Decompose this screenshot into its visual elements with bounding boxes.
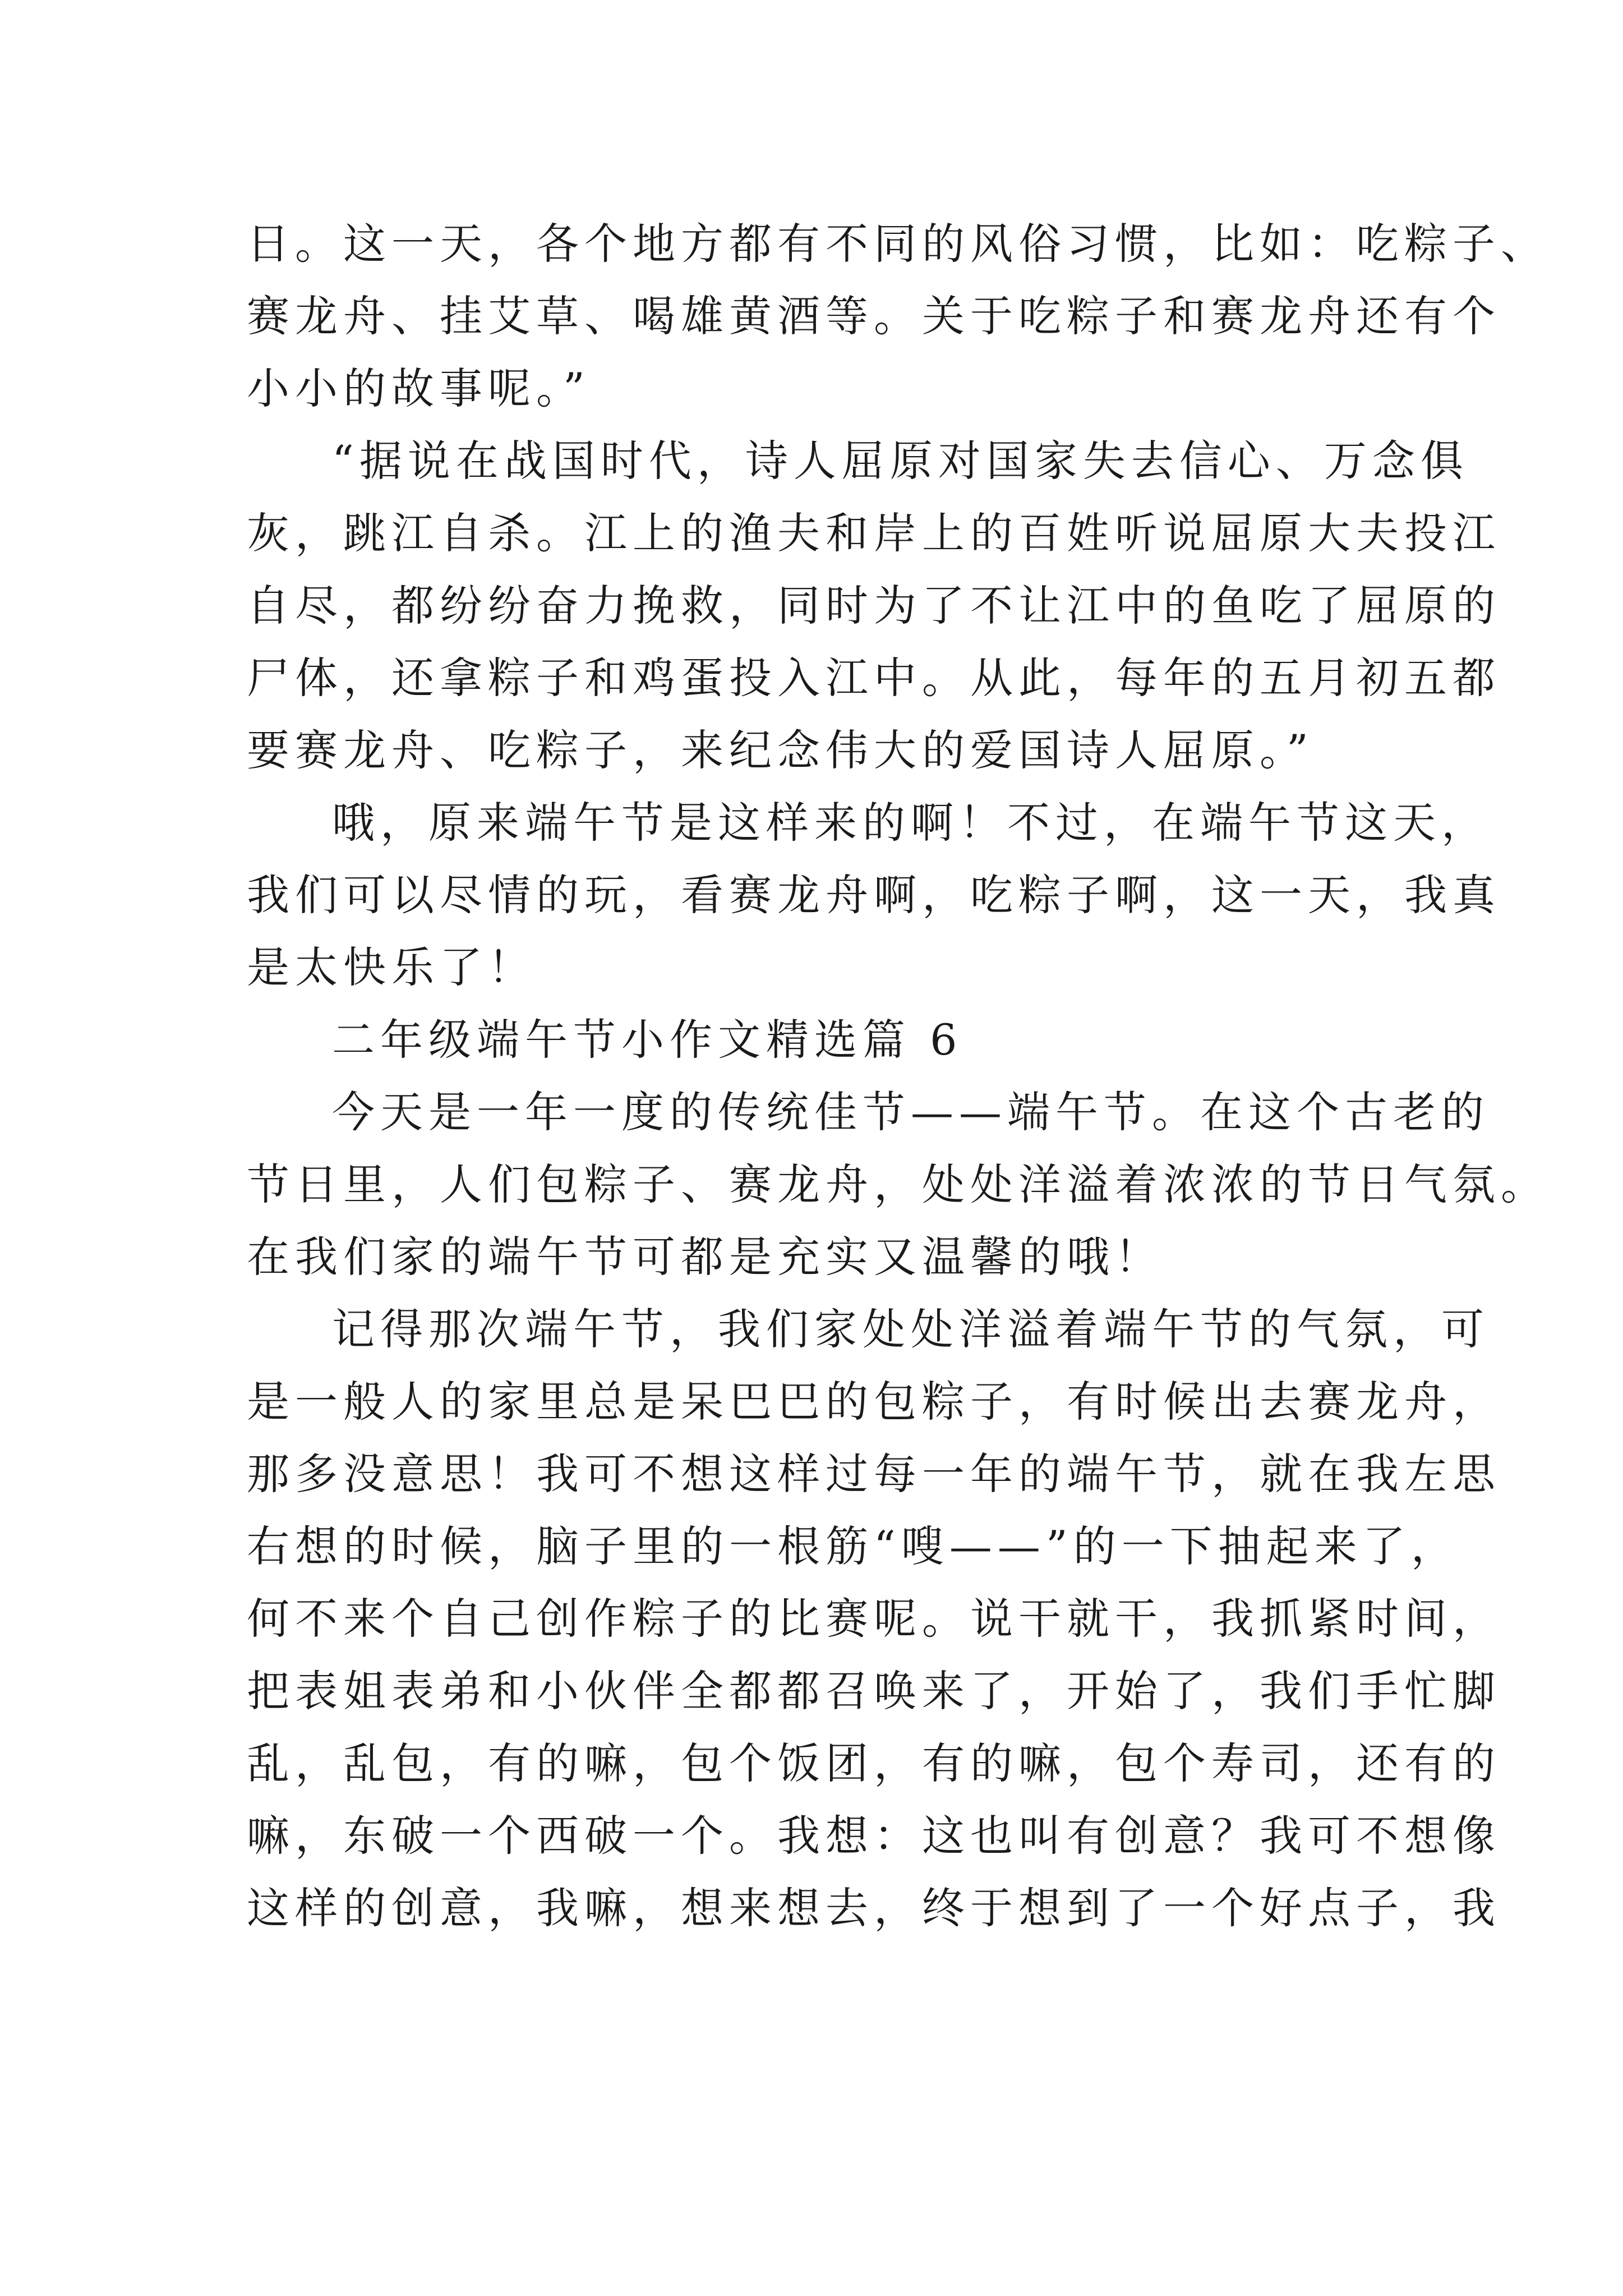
text-line: 何不来个自己创作粽子的比赛呢。说干就干，我抓紧时间， [247,1594,1501,1644]
text-line: 乱，乱包，有的嘛，包个饭团，有的嘛，包个寿司，还有的 [247,1738,1501,1788]
text-line: 右想的时候，脑子里的一根筋“嗖——”的一下抽起来了， [247,1521,1459,1571]
text-line: 赛龙舟、挂艾草、喝雄黄酒等。关于吃粽子和赛龙舟还有个 [247,291,1501,341]
paragraph-start-line: 哦，原来端午节是这样来的啊！不过，在端午节这天， [332,798,1490,848]
document-body [247,208,1549,1944]
text-line: 嘛，东破一个西破一个。我想：这也叫有创意？我可不想像 [247,1811,1501,1861]
text-line: 那多没意思！我可不想这样过每一年的端午节，就在我左思 [247,1449,1501,1499]
text-line: 这样的创意，我嘛，想来想去，终于想到了一个好点子，我 [247,1883,1501,1933]
text-line: 我们可以尽情的玩，看赛龙舟啊，吃粽子啊，这一天，我真 [247,870,1501,920]
text-line: 日。这一天，各个地方都有不同的风俗习惯，比如：吃粽子、 [247,219,1549,269]
text-line: 小小的故事呢。” [247,364,591,413]
paragraph-start-line: 记得那次端午节，我们家处处洋溢着端午节的气氛，可 [332,1304,1490,1354]
text-line: 要赛龙舟、吃粽子，来纪念伟大的爱国诗人屈原。” [247,725,1314,775]
text-line: 在我们家的端午节可都是充实又温馨的哦！ [247,1232,1163,1282]
paragraph-start-line: “据说在战国时代，诗人屈原对国家失去信心、万念俱 [332,436,1469,486]
section-heading: 二年级端午节小作文精选篇 6 [332,1015,963,1065]
text-line: 是太快乐了！ [247,942,536,992]
text-line: 尸体，还拿粽子和鸡蛋投入江中。从此，每年的五月初五都 [247,653,1501,703]
paragraph-start-line: 今天是一年一度的传统佳节——端午节。在这个古老的 [332,1087,1490,1137]
text-line: 节日里，人们包粽子、赛龙舟，处处洋溢着浓浓的节日气氛。 [247,1159,1549,1209]
text-line: 灰，跳江自杀。江上的渔夫和岸上的百姓听说屈原大夫投江 [247,508,1501,558]
text-line: 自尽，都纷纷奋力挽救，同时为了不让江中的鱼吃了屈原的 [247,581,1501,631]
text-line: 是一般人的家里总是呆巴巴的包粽子，有时候出去赛龙舟， [247,1377,1501,1427]
text-line: 把表姐表弟和小伙伴全都都召唤来了，开始了，我们手忙脚 [247,1666,1501,1716]
